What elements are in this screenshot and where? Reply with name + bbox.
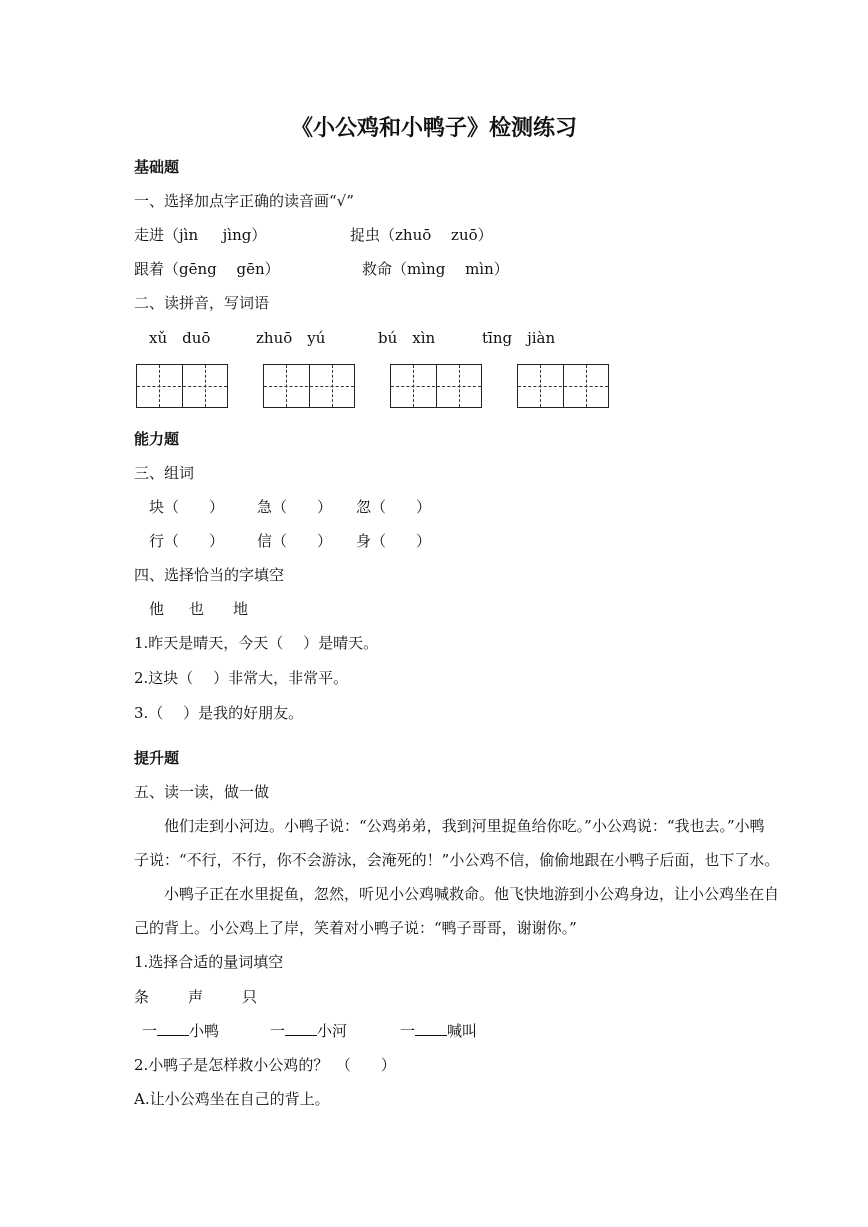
- fill-pre: 一: [400, 1022, 416, 1040]
- measure-word-1: 条: [134, 988, 150, 1006]
- q3-r1-3: 忽（ ）: [356, 498, 432, 516]
- q3-r2-2: 信（ ）: [257, 532, 333, 550]
- q5-sub1: 1.选择合适的量词填空: [134, 953, 284, 971]
- q4-item-1: 1.昨天是晴天，今天（ ）是晴天。: [134, 634, 379, 652]
- q3-r2-1: 行（ ）: [149, 532, 225, 550]
- q1-item-2: [350, 225, 493, 245]
- q3-r2-3: 身（ ）: [356, 532, 432, 550]
- q2-heading: 二、读拼音，写词语: [134, 294, 270, 312]
- section-advanced: 提升题: [134, 749, 180, 767]
- fill-pre: 一: [270, 1022, 286, 1040]
- passage-line-4: 己的背上。小公鸡上了岸，笑着对小鸭子说：“鸭子哥哥，谢谢你。”: [134, 919, 577, 937]
- fill-item-2: [270, 1021, 347, 1041]
- fill-blank[interactable]: [415, 1021, 447, 1036]
- q1-word: 走进: [134, 226, 165, 244]
- q4-heading: 四、选择恰当的字填空: [134, 566, 285, 584]
- measure-word-3: 只: [242, 988, 258, 1006]
- fill-blank[interactable]: [157, 1021, 189, 1036]
- q3-r1-2: 急（ ）: [257, 498, 333, 516]
- pinyin-2: zhuō yú: [256, 329, 326, 347]
- q3-heading: 三、组词: [134, 464, 195, 482]
- section-ability: 能力题: [134, 430, 180, 448]
- page-title: 《小公鸡和小鸭子》检测练习: [290, 115, 577, 141]
- q1-word: 捉虫: [350, 226, 381, 244]
- writing-grid-2[interactable]: [263, 364, 355, 408]
- fill-blank[interactable]: [285, 1021, 317, 1036]
- passage-line-1: 他们走到小河边。小鸭子说：“公鸡弟弟，我到河里捉鱼给你吃。”小公鸡说：“我也去。”小鸭: [134, 817, 765, 835]
- fill-post: 喊叫: [447, 1022, 478, 1040]
- measure-word-2: 声: [188, 988, 204, 1006]
- fill-post: 小鸭: [189, 1022, 220, 1040]
- q4-item-3: 3.（ ）是我的好朋友。: [134, 704, 304, 722]
- fill-pre: 一: [142, 1022, 158, 1040]
- q5-heading: 五、读一读，做一做: [134, 783, 270, 801]
- fill-item-1: [142, 1021, 219, 1041]
- q1-options: （jìn jìng）: [164, 226, 267, 244]
- fill-item-3: [400, 1021, 477, 1041]
- writing-grid-3[interactable]: [390, 364, 482, 408]
- q1-options: （mìng mìn）: [392, 260, 509, 278]
- q1-item-1: [134, 225, 266, 245]
- q5-option-a: A.让小公鸡坐在自己的背上。: [134, 1090, 330, 1108]
- writing-grid-1[interactable]: [136, 364, 228, 408]
- pinyin-3: bú xìn: [378, 329, 436, 347]
- writing-grid-4[interactable]: [517, 364, 609, 408]
- q1-heading: 一、选择加点字正确的读音画“√”: [134, 192, 354, 210]
- q4-item-2: 2.这块（ ）非常大，非常平。: [134, 669, 349, 687]
- section-basic: 基础题: [134, 158, 180, 176]
- q1-word: 跟着: [134, 260, 165, 278]
- q4-char-3: 地: [233, 600, 249, 618]
- q5-sub2: 2.小鸭子是怎样救小公鸡的？ （ ）: [134, 1056, 396, 1074]
- q1-item-4: [362, 259, 509, 279]
- q3-r1-1: 块（ ）: [149, 498, 225, 516]
- q1-word: 救命: [362, 260, 393, 278]
- pinyin-4: tīng jiàn: [482, 329, 556, 347]
- q1-item-3: [134, 259, 280, 279]
- fill-post: 小河: [317, 1022, 348, 1040]
- pinyin-1: xǔ duō: [149, 329, 211, 347]
- q4-char-2: 也: [189, 600, 205, 618]
- q1-options: （zhuō zuō）: [380, 226, 493, 244]
- passage-line-2: 子说：“不行，不行，你不会游泳，会淹死的！”小公鸡不信，偷偷地跟在小鸭子后面，也下了水。: [134, 851, 780, 869]
- q1-options: （gēng gēn）: [164, 260, 280, 278]
- passage-line-3: 小鸭子正在水里捉鱼，忽然，听见小公鸡喊救命。他飞快地游到小公鸡身边，让小公鸡坐在自: [134, 885, 780, 903]
- q4-char-1: 他: [149, 600, 165, 618]
